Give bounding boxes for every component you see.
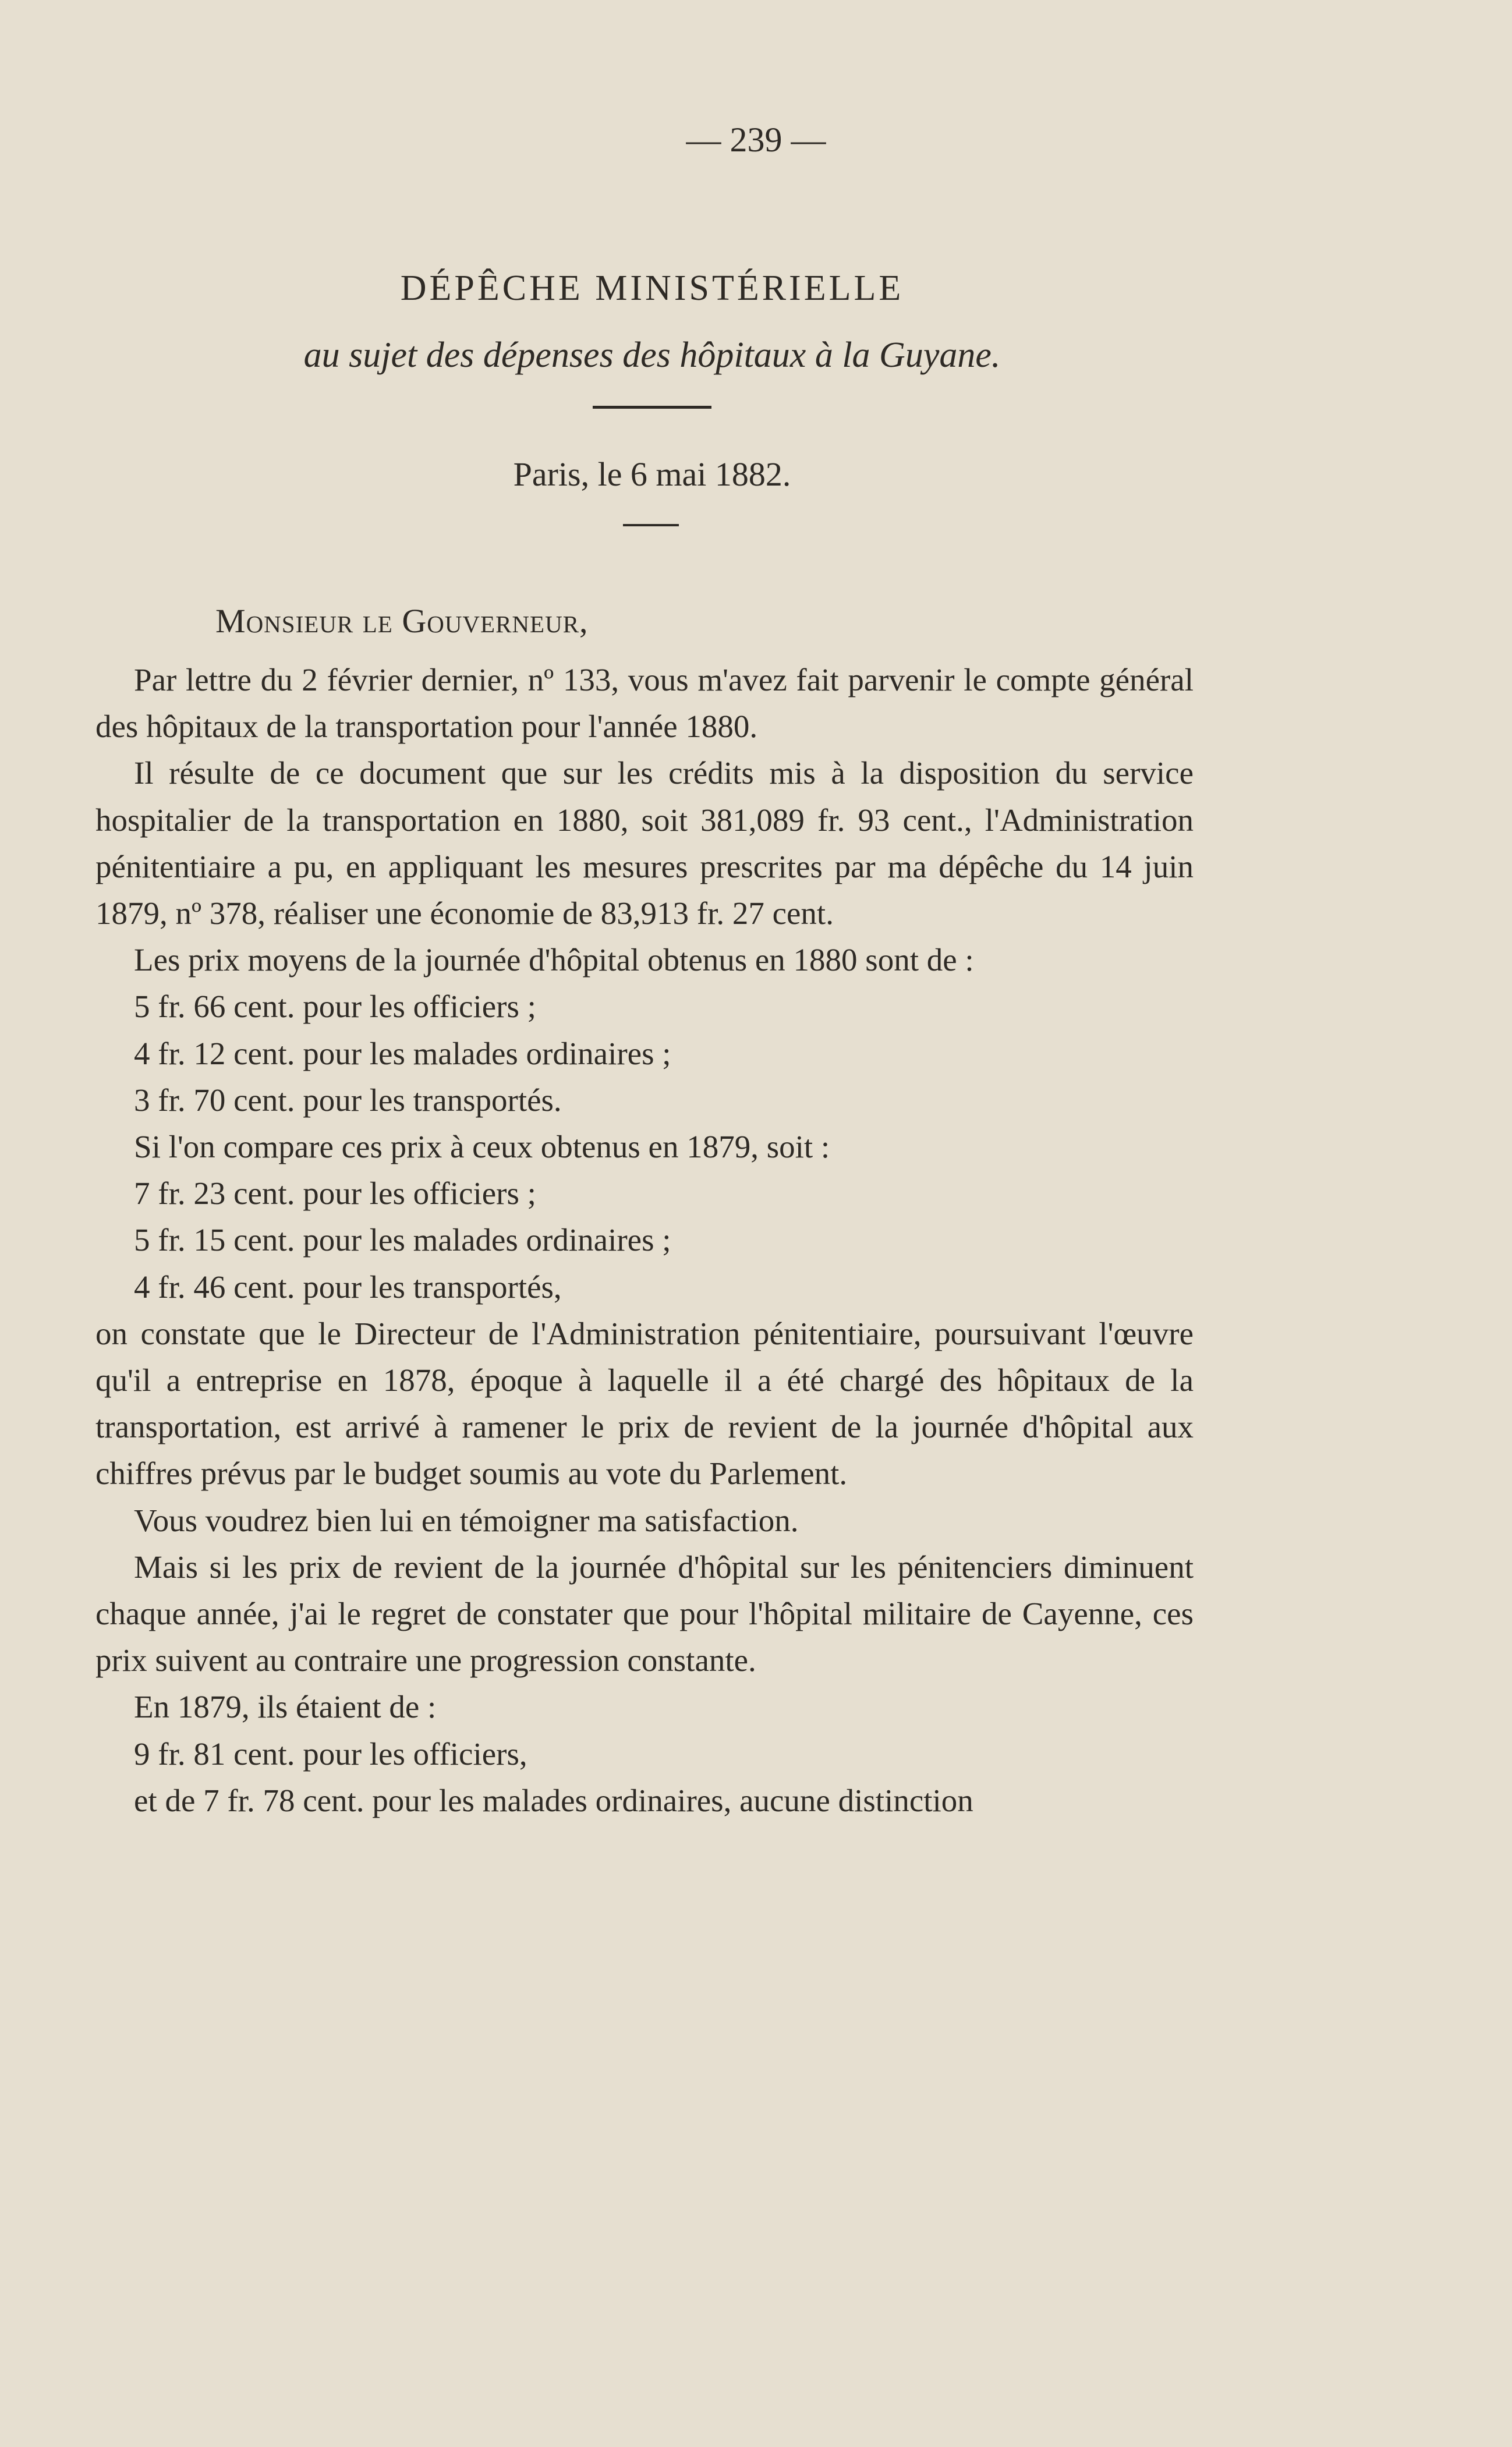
list-item: 5 fr. 15 cent. pour les malades ordinaires ; bbox=[134, 1222, 671, 1258]
paragraph: Si l'on compare ces prix à ceux obtenus en 1879, soit : bbox=[134, 1129, 830, 1165]
document-title: DÉPÊCHE MINISTÉRIELLE bbox=[400, 268, 904, 308]
list-item: 4 fr. 12 cent. pour les malades ordinaires ; bbox=[134, 1035, 671, 1071]
paragraph: Il résulte de ce document que sur les crédits mis à la disposition du service hospitalier de la transportation en 1880, soit 381,089 fr. 93 cent., l'Administration pénitentiaire a pu, en appliquant les mesures prescrites par ma dépêche du 14 juin 1879, nº 378, réaliser une économie de 83,913 fr. 27 cent. bbox=[95, 755, 1194, 932]
dateline-divider bbox=[623, 524, 679, 526]
document-subtitle: au sujet des dépenses des hôpitaux à la Guyane. bbox=[303, 335, 1001, 375]
paragraph: on constate que le Directeur de l'Administration pénitentiaire, poursuivant l'œuvre qu'il a entreprise en 1878, époque à laquelle il a été chargé des hôpitaux de la transportation, est arrivé à ramener le prix de revient de la journée d'hôpital aux chiffres prévus par le budget soumis au vote du Parlement. bbox=[95, 1315, 1194, 1492]
salutation: Monsieur le Gouverneur, bbox=[215, 602, 589, 640]
paragraph: Vous voudrez bien lui en témoigner ma satisfaction. bbox=[134, 1502, 799, 1538]
dateline: Paris, le 6 mai 1882. bbox=[513, 455, 791, 493]
paragraph: Mais si les prix de revient de la journée d'hôpital sur les pénitenciers diminuent chaque année, j'ai le regret de constater que pour l'hôpital militaire de Cayenne, ces prix suivent au contraire une progression constante. bbox=[95, 1549, 1194, 1678]
list-item: 7 fr. 23 cent. pour les officiers ; bbox=[134, 1175, 536, 1212]
title-divider bbox=[593, 406, 711, 409]
letter-body bbox=[95, 657, 1194, 1824]
paragraph: Les prix moyens de la journée d'hôpital obtenus en 1880 sont de : bbox=[134, 942, 974, 978]
paragraph: En 1879, ils étaient de : bbox=[134, 1689, 437, 1725]
list-item: 3 fr. 70 cent. pour les transportés. bbox=[134, 1082, 562, 1118]
list-item: 4 fr. 46 cent. pour les transportés, bbox=[134, 1269, 562, 1305]
paragraph: et de 7 fr. 78 cent. pour les malades ordinaires, aucune distinction bbox=[134, 1782, 973, 1818]
list-item: 5 fr. 66 cent. pour les officiers ; bbox=[134, 989, 536, 1025]
page-number: — 239 — bbox=[686, 121, 826, 159]
paragraph: Par lettre du 2 février dernier, nº 133, vous m'avez fait parvenir le compte général des hôpitaux de la transportation pour l'année 1880. bbox=[95, 662, 1194, 745]
list-item: 9 fr. 81 cent. pour les officiers, bbox=[134, 1736, 527, 1772]
